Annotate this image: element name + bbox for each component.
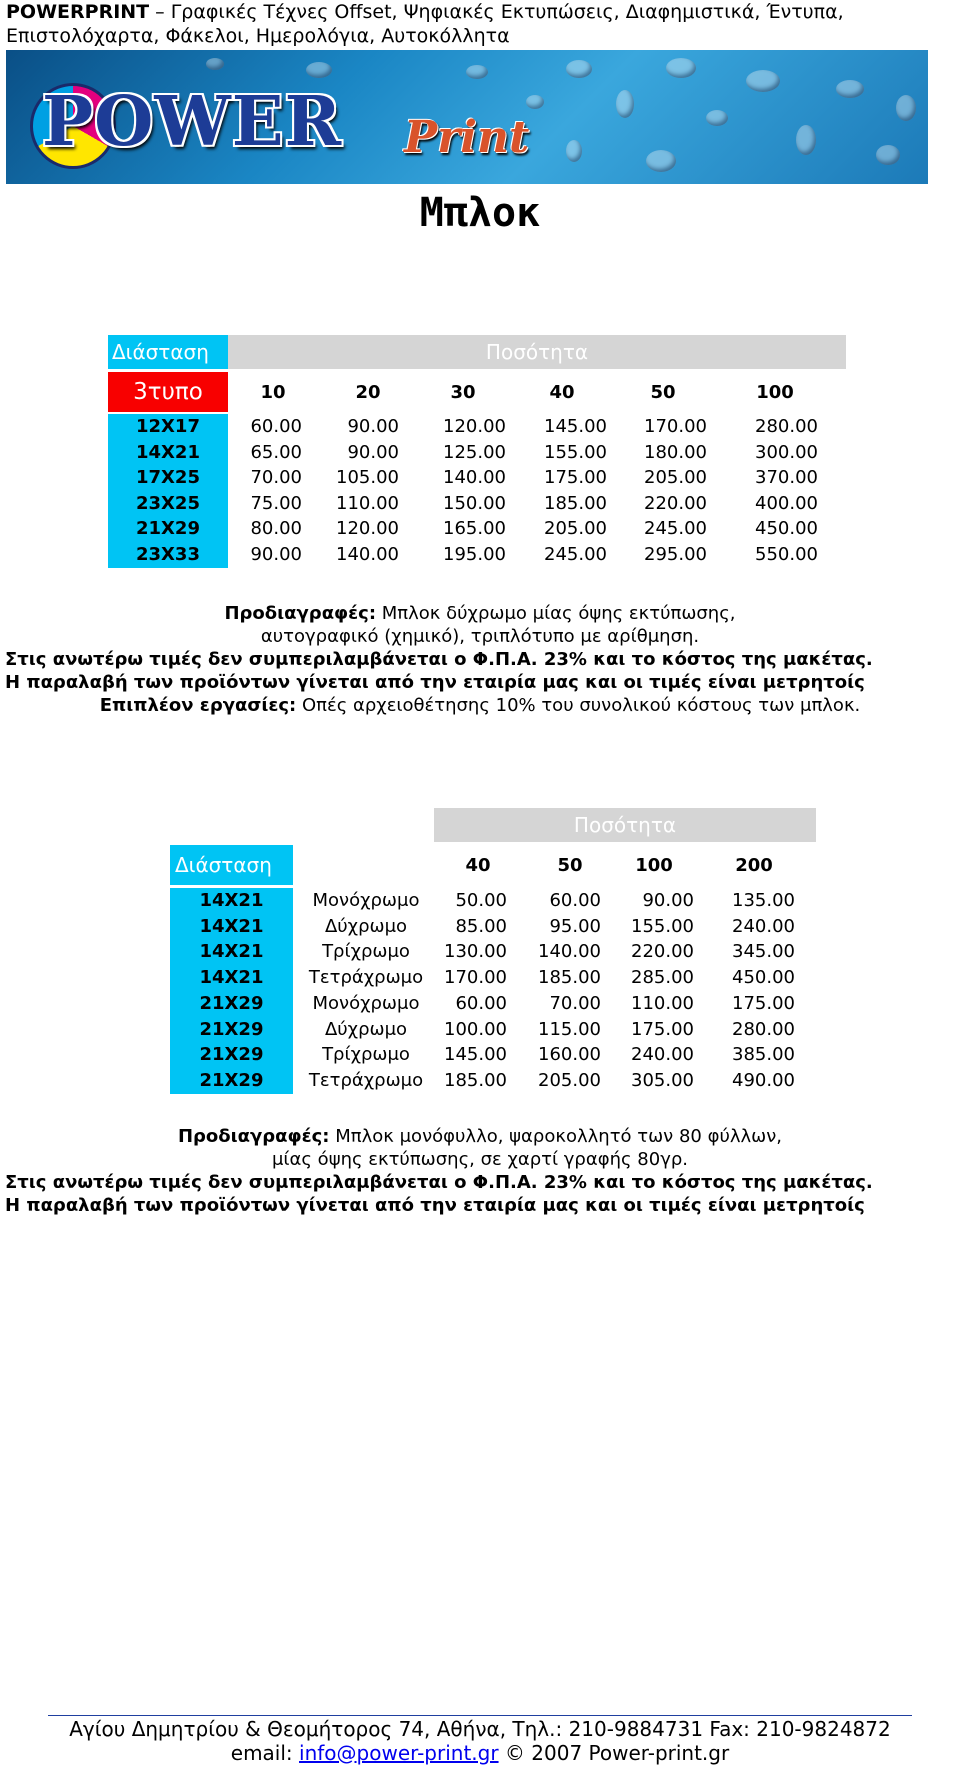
price-cell: 155.00 xyxy=(631,915,694,937)
price-cell: 175.00 xyxy=(631,1018,694,1040)
size-cell: 17X25 xyxy=(108,465,228,491)
price-cell: 175.00 xyxy=(544,467,607,489)
spec-label: Προδιαγραφές: xyxy=(177,1126,330,1147)
price-cell: 205.00 xyxy=(544,518,607,540)
type-label: 3τυπο xyxy=(108,372,228,412)
spec-note-1-line2: αυτογραφικό (χημικό), τριπλότυπο με αρίθμηση. xyxy=(260,626,700,647)
size-column-header: Διάσταση xyxy=(108,335,228,369)
price-cell: 145.00 xyxy=(544,416,607,437)
color-cell: Τρίχρωμο xyxy=(322,941,410,963)
price-cell: 170.00 xyxy=(644,416,707,437)
price-cell: 300.00 xyxy=(755,441,818,463)
header-tagline: – Γραφικές Τέχνες Offset, Ψηφιακές Εκτυπώσεις, Διαφημιστικά, Έντυπα, xyxy=(149,1,844,23)
price-cell: 280.00 xyxy=(755,416,818,437)
extra-work-label: Επιπλέον εργασίες: xyxy=(99,695,297,716)
size-cell: 14X21 xyxy=(108,440,228,466)
spec-note-2 xyxy=(0,1125,960,1148)
price-cell: 60.00 xyxy=(250,416,302,437)
spec-note-1 xyxy=(0,602,960,625)
price-cell: 65.00 xyxy=(250,441,302,463)
price-cell: 120.00 xyxy=(443,416,506,437)
pickup-note-1: Η παραλαβή των προϊόντων γίνεται από την εταιρία μας και οι τιμές είναι μετρητοίς xyxy=(5,672,865,693)
quantity-header-cell: 40 xyxy=(549,382,575,403)
price-cell: 550.00 xyxy=(755,544,818,565)
page-title: Μπλοκ xyxy=(419,190,541,236)
footer-contact xyxy=(0,1740,960,1766)
price-cell: 75.00 xyxy=(250,492,302,514)
price-cell: 50.00 xyxy=(455,890,507,911)
price-cell: 140.00 xyxy=(336,544,399,565)
email-link[interactable]: info@power-print.gr xyxy=(299,1741,499,1765)
color-cell: Δύχρωμο xyxy=(324,1018,408,1040)
price-cell: 70.00 xyxy=(549,992,601,1014)
color-cell: Τετράχρωμο xyxy=(308,1069,424,1091)
size-cell: 12X17 xyxy=(108,414,228,440)
price-cell: 280.00 xyxy=(732,1018,795,1040)
footer-address: Αγίου Δημητρίου & Θεομήτορος 74, Αθήνα, Τηλ.: 210-9884731 Fax: 210-9824872 xyxy=(69,1717,891,1741)
price-cell: 70.00 xyxy=(250,467,302,489)
color-cell: Δύχρωμο xyxy=(324,915,408,937)
color-cell: Μονόχρωμο xyxy=(312,992,420,1014)
price-cell: 80.00 xyxy=(250,518,302,540)
quantity-header-cell: 200 xyxy=(735,855,773,876)
header-line-1 xyxy=(6,0,956,24)
price-cell: 145.00 xyxy=(444,1044,507,1066)
extra-work-note xyxy=(0,694,960,717)
price-cell: 185.00 xyxy=(538,967,601,989)
vat-note-1: Στις ανωτέρω τιμές δεν συμπεριλαμβάνεται ο Φ.Π.Α. 23% και το κόστος της μακέτας. xyxy=(5,649,873,670)
color-cell: Τετράχρωμο xyxy=(308,967,424,989)
color-cell: Τρίχρωμο xyxy=(322,1044,410,1066)
price-cell: 140.00 xyxy=(538,941,601,963)
price-cell: 110.00 xyxy=(631,992,694,1014)
price-cell: 105.00 xyxy=(336,467,399,489)
price-cell: 385.00 xyxy=(732,1044,795,1066)
price-cell: 170.00 xyxy=(444,967,507,989)
quantity-header-cell: 20 xyxy=(355,382,381,403)
price-cell: 100.00 xyxy=(444,1018,507,1040)
site-header-text xyxy=(6,0,956,48)
quantity-column-header: Ποσότητα xyxy=(434,808,816,842)
logo-print-text: Print xyxy=(404,112,530,163)
email-label: email: xyxy=(230,1741,300,1765)
price-cell: 245.00 xyxy=(544,544,607,565)
spec-text: Μπλοκ μονόφυλλο, ψαροκολλητό των 80 φύλλων, xyxy=(329,1126,783,1147)
price-cell: 180.00 xyxy=(644,441,707,463)
price-cell: 120.00 xyxy=(336,518,399,540)
price-cell: 400.00 xyxy=(755,492,818,514)
price-cell: 245.00 xyxy=(644,518,707,540)
price-cell: 115.00 xyxy=(538,1018,601,1040)
price-cell: 130.00 xyxy=(444,941,507,963)
price-cell: 185.00 xyxy=(444,1069,507,1091)
spec-label: Προδιαγραφές: xyxy=(224,603,377,624)
spec-note-2-line2: μίας όψης εκτύπωσης, σε χαρτί γραφής 80γρ. xyxy=(271,1149,688,1170)
size-cell: 21X29 xyxy=(170,1042,293,1068)
quantity-header-cell: 30 xyxy=(450,382,476,403)
quantity-column-header: Ποσότητα xyxy=(228,335,846,369)
copyright-text: © 2007 Power-print.gr xyxy=(498,1741,730,1765)
price-cell: 220.00 xyxy=(644,492,707,514)
quantity-header-cell: 100 xyxy=(635,855,673,876)
price-cell: 370.00 xyxy=(755,467,818,489)
price-cell: 90.00 xyxy=(347,441,399,463)
vat-note-2: Στις ανωτέρω τιμές δεν συμπεριλαμβάνεται ο Φ.Π.Α. 23% και το κόστος της μακέτας. xyxy=(5,1172,873,1193)
price-cell: 60.00 xyxy=(549,890,601,911)
price-cell: 295.00 xyxy=(644,544,707,565)
brand-name: POWERPRINT xyxy=(6,1,150,23)
price-cell: 205.00 xyxy=(538,1069,601,1091)
logo-power-text: POWER xyxy=(42,82,343,162)
size-cell: 14X21 xyxy=(170,888,293,914)
price-cell: 160.00 xyxy=(538,1044,601,1066)
size-cell: 21X29 xyxy=(170,991,293,1017)
price-cell: 240.00 xyxy=(631,1044,694,1066)
size-cell: 23X25 xyxy=(108,491,228,517)
size-cell: 14X21 xyxy=(170,914,293,940)
price-cell: 305.00 xyxy=(631,1069,694,1091)
size-cell: 14X21 xyxy=(170,939,293,965)
price-cell: 155.00 xyxy=(544,441,607,463)
price-cell: 450.00 xyxy=(755,518,818,540)
price-cell: 95.00 xyxy=(549,915,601,937)
price-cell: 135.00 xyxy=(732,890,795,911)
quantity-header-cell: 50 xyxy=(650,382,676,403)
pickup-note-2: Η παραλαβή των προϊόντων γίνεται από την εταιρία μας και οι τιμές είναι μετρητοίς xyxy=(5,1195,865,1216)
price-cell: 205.00 xyxy=(644,467,707,489)
price-cell: 90.00 xyxy=(250,544,302,565)
spec-text: Μπλοκ δύχρωμο μίας όψης εκτύπωσης, xyxy=(376,603,736,624)
price-cell: 90.00 xyxy=(347,416,399,437)
price-cell: 150.00 xyxy=(443,492,506,514)
quantity-header-cell: 10 xyxy=(260,382,286,403)
quantity-header-cell: 100 xyxy=(756,382,794,403)
price-cell: 490.00 xyxy=(732,1069,795,1091)
price-cell: 195.00 xyxy=(443,544,506,565)
price-cell: 345.00 xyxy=(732,941,795,963)
brand-banner xyxy=(6,50,928,184)
color-cell: Μονόχρωμο xyxy=(312,890,420,911)
size-cell: 23X33 xyxy=(108,542,228,568)
quantity-header-cell: 50 xyxy=(557,855,583,876)
price-cell: 285.00 xyxy=(631,967,694,989)
price-cell: 110.00 xyxy=(336,492,399,514)
size-column-header: Διάσταση xyxy=(170,845,293,885)
price-cell: 450.00 xyxy=(732,967,795,989)
header-line-2: Επιστολόχαρτα, Φάκελοι, Ημερολόγια, Αυτοκόλλητα xyxy=(6,25,510,47)
size-cell: 21X29 xyxy=(170,1017,293,1043)
price-cell: 140.00 xyxy=(443,467,506,489)
price-cell: 165.00 xyxy=(443,518,506,540)
size-cell: 21X29 xyxy=(170,1068,293,1094)
price-cell: 125.00 xyxy=(443,441,506,463)
price-cell: 90.00 xyxy=(642,890,694,911)
price-cell: 175.00 xyxy=(732,992,795,1014)
size-cell: 21X29 xyxy=(108,516,228,542)
extra-work-text: Οπές αρχειοθέτησης 10% του συνολικού κόστους των μπλοκ. xyxy=(296,695,861,716)
price-cell: 185.00 xyxy=(544,492,607,514)
size-cell: 14X21 xyxy=(170,965,293,991)
price-cell: 240.00 xyxy=(732,915,795,937)
quantity-header-cell: 40 xyxy=(465,855,491,876)
price-cell: 220.00 xyxy=(631,941,694,963)
price-cell: 85.00 xyxy=(455,915,507,937)
price-cell: 60.00 xyxy=(455,992,507,1014)
